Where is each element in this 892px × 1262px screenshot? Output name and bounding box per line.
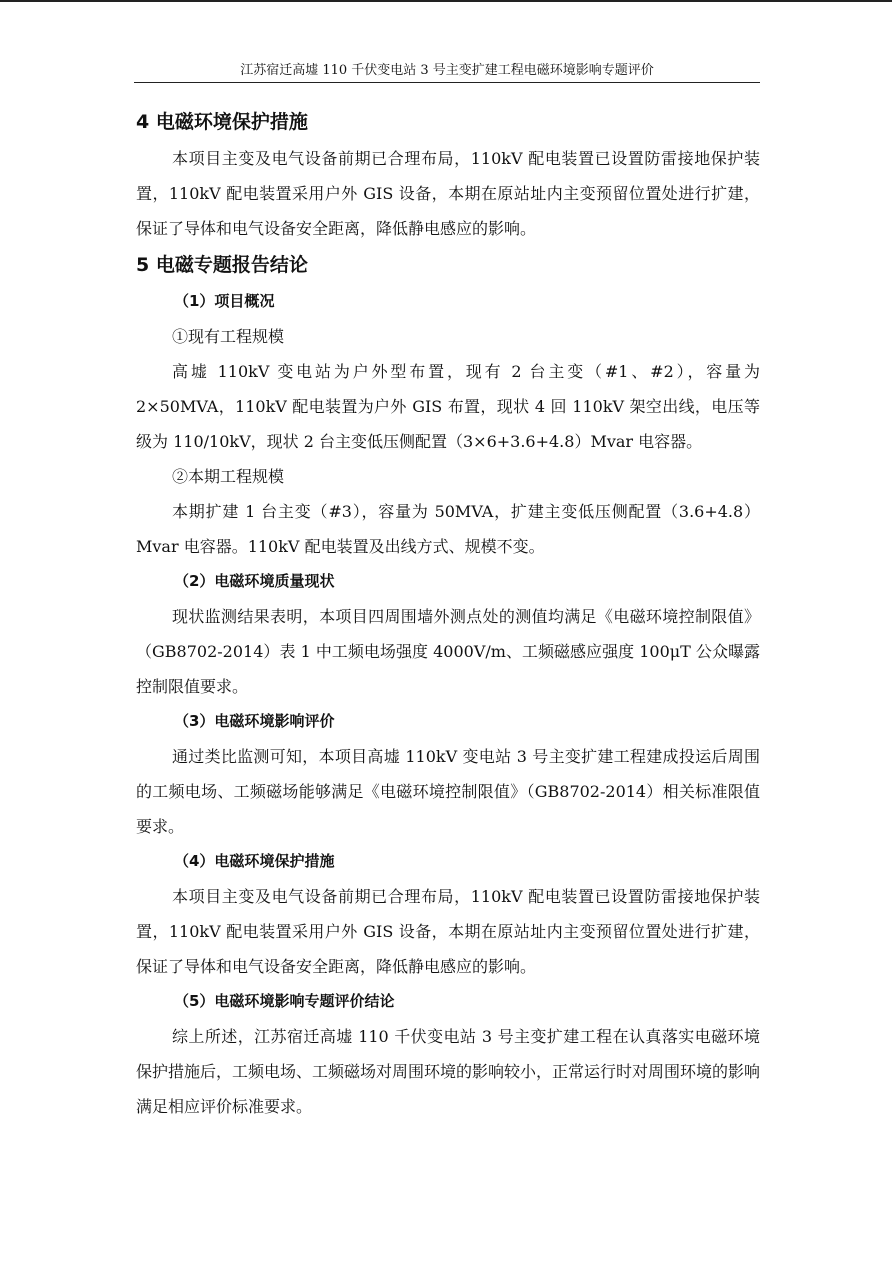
subsection-4-paragraph: 本项目主变及电气设备前期已合理布局，110kV 配电装置已设置防雷接地保护装置，110kV 配电装置采用户外 GIS 设备，本期在原站址内主变预留位置处进行扩建，保证了导体和电气设备安全距离，降低静电感应的影响。	[136, 887, 760, 976]
section-4-heading: 4 电磁环境保护措施	[136, 111, 308, 133]
subsection-5-paragraph: 综上所述，江苏宿迁高墟 110 千伏变电站 3 号主变扩建工程在认真落实电磁环境保护措施后，工频电场、工频磁场对周围环境的影响较小，正常运行时对周围环境的影响满足相应评价标准要求。	[136, 1027, 761, 1116]
top-border-line	[0, 0, 892, 2]
header-rule	[134, 82, 760, 83]
existing-scale-paragraph: 高墟 110kV 变电站为户外型布置，现有 2 台主变（#1、#2），容量为 2×50MVA，110kV 配电装置为户外 GIS 布置，现状 4 回 110kV 架空出线，电压等级为 110/10kV，现状 2 台主变低压侧配置（3×6+3.6+4.8）Mvar 电容器。	[136, 362, 760, 451]
existing-scale-label: ①现有工程规模	[172, 327, 285, 346]
subsection-2-paragraph: 现状监测结果表明，本项目四周围墙外测点处的测值均满足《电磁环境控制限值》（GB8702-2014）表 1 中工频电场强度 4000V/m、工频磁感应强度 100μT 公众曝露控制限值要求。	[136, 607, 760, 696]
page-header: 江苏宿迁高墟 110 千伏变电站 3 号主变扩建工程电磁环境影响专题评价	[240, 63, 654, 78]
subsection-3-heading: （3）电磁环境影响评价	[174, 712, 335, 730]
document-body	[136, 103, 760, 1124]
current-scale-paragraph: 本期扩建 1 台主变（#3），容量为 50MVA，扩建主变低压侧配置（3.6+4.8）Mvar 电容器。110kV 配电装置及出线方式、规模不变。	[136, 502, 760, 556]
section-5-heading: 5 电磁专题报告结论	[136, 254, 308, 276]
subsection-5-heading: （5）电磁环境影响专题评价结论	[174, 992, 395, 1010]
subsection-2-heading: （2）电磁环境质量现状	[174, 572, 335, 590]
section-4-paragraph: 本项目主变及电气设备前期已合理布局，110kV 配电装置已设置防雷接地保护装置，110kV 配电装置采用户外 GIS 设备，本期在原站址内主变预留位置处进行扩建，保证了导体和电气设备安全距离，降低静电感应的影响。	[136, 149, 760, 238]
subsection-3-paragraph: 通过类比监测可知，本项目高墟 110kV 变电站 3 号主变扩建工程建成投运后周围的工频电场、工频磁场能够满足《电磁环境控制限值》（GB8702-2014）相关标准限值要求。	[136, 747, 760, 836]
current-scale-label: ②本期工程规模	[172, 467, 285, 486]
subsection-1-heading: （1）项目概况	[174, 292, 275, 310]
subsection-4-heading: （4）电磁环境保护措施	[174, 852, 335, 870]
